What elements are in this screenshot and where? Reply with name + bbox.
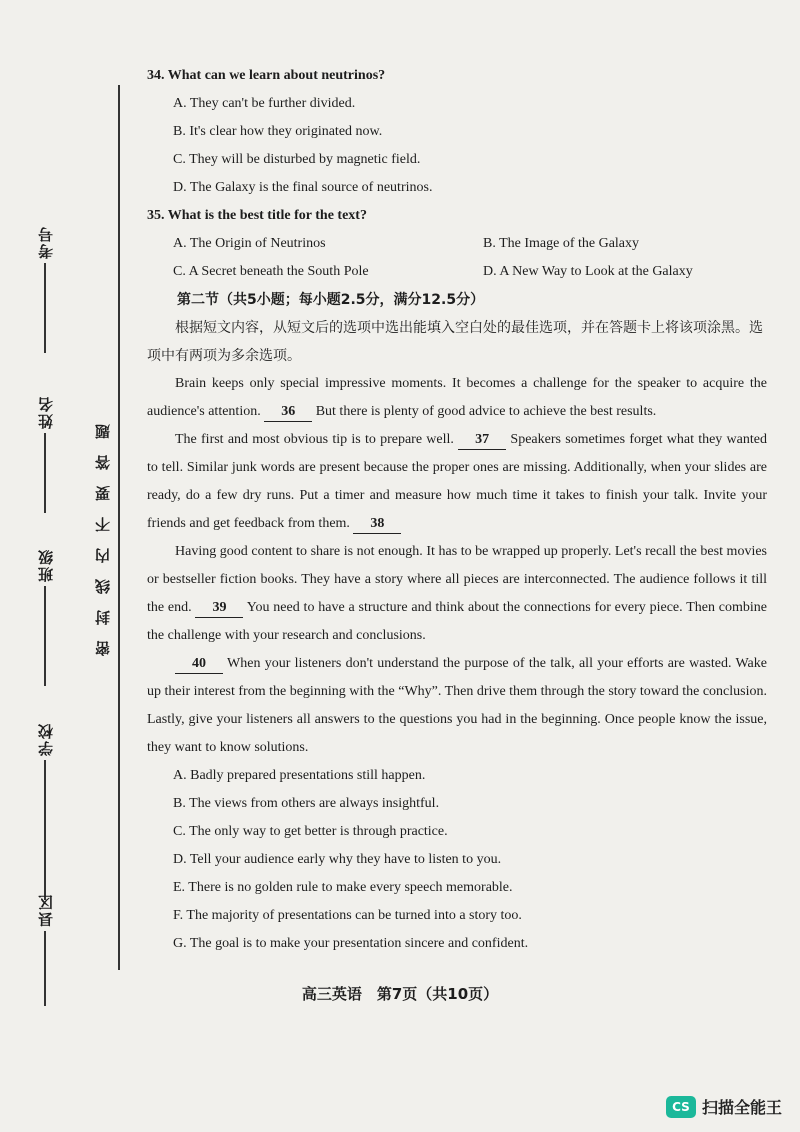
paragraph-2-text-b: Speakers sometimes forget what they wanted to tell. Similar junk words are present because the proper ones are missing. Additionally, when your slides are ready, do a few dry runs. Put a timer and measure how much time it takes to finish your talk. Invite your friends and get feedback from them. xyxy=(147,432,767,531)
paragraph-3-text-a: Having good content to share is not enough. It has to be wrapped up properly. Let's recall the best movies or bestseller fiction books. They have a story where all pieces are interconnected. The audience follows it till the end. xyxy=(147,544,767,615)
blank-39: 39 xyxy=(195,599,243,618)
choice-a: A. Badly prepared presentations still happen. xyxy=(173,768,426,783)
choice-b: B. The views from others are always insightful. xyxy=(173,796,440,811)
question-35-option-a: A. The Origin of Neutrinos xyxy=(173,236,326,251)
class-field xyxy=(32,548,58,686)
question-34-option-a: A. They can't be further divided. xyxy=(173,96,356,111)
blank-40: 40 xyxy=(175,655,223,674)
choice-g: G. The goal is to make your presentation sincere and confident. xyxy=(173,936,529,951)
county-label: 县区 xyxy=(36,893,55,927)
question-35-options-row-1 xyxy=(147,230,767,258)
scanner-watermark xyxy=(666,1095,782,1118)
question-35-option-d: D. A New Way to Look at the Galaxy xyxy=(483,264,693,279)
choice-d: D. Tell your audience early why they have to listen to you. xyxy=(173,852,502,867)
scanner-app-name: 扫描全能王 xyxy=(701,1098,782,1117)
exam-number-label: 考号 xyxy=(36,225,55,259)
choice-e: E. There is no golden rule to make every speech memorable. xyxy=(173,880,513,895)
passage-paragraph-2 xyxy=(147,426,767,538)
question-content xyxy=(147,62,767,958)
cs-logo-icon: CS xyxy=(666,1096,696,1118)
section-title: 第二节（共5小题；每小题2.5分，满分12.5分） xyxy=(177,292,485,308)
paragraph-1-text-a: Brain keeps only special impressive moments. It becomes a challenge for the speaker to acquire the audience's attention. xyxy=(147,376,767,419)
question-34-option-b: B. It's clear how they originated now. xyxy=(173,124,383,139)
school-label: 学校 xyxy=(36,722,55,756)
blank-36: 36 xyxy=(264,403,312,422)
paragraph-1-text-b: But there is plenty of good advice to achieve the best results. xyxy=(315,404,657,419)
question-35-options-row-2 xyxy=(147,258,767,286)
question-34-stem: 34. What can we learn about neutrinos? xyxy=(147,68,386,83)
page-footer: 高三英语 第7页（共10页） xyxy=(301,985,499,1003)
paragraph-4-text: When your listeners don't understand the purpose of the talk, all your efforts are wasted. Wake up their interest from the beginning with the “Why”. Then drive them through the story toward the conclusion. Lastly, give your listeners all answers to the questions you had in the beginning. Once people know the issue, they want to know solutions. xyxy=(147,656,767,755)
school-field xyxy=(32,722,58,900)
exam-number-field xyxy=(32,225,58,353)
blank-37: 37 xyxy=(458,431,506,450)
choice-c: C. The only way to get better is through practice. xyxy=(173,824,448,839)
name-label: 姓名 xyxy=(36,395,55,429)
passage-paragraph-4 xyxy=(147,650,767,762)
exam-number-blank xyxy=(44,263,46,353)
binding-margin xyxy=(0,0,130,1132)
name-blank xyxy=(44,433,46,513)
question-34-option-d: D. The Galaxy is the final source of neutrinos. xyxy=(173,180,433,195)
seal-instruction: 密封线内不要答题 xyxy=(94,408,112,656)
paragraph-3-text-b: You need to have a structure and think about the connections for every piece. Then combine the challenge with your research and conclusions. xyxy=(147,600,767,643)
class-label: 班级 xyxy=(36,548,55,582)
question-35-option-c: C. A Secret beneath the South Pole xyxy=(173,264,369,279)
section-instruction: 根据短文内容，从短文后的选项中选出能填入空白处的最佳选项，并在答题卡上将该项涂黑。选项中有两项为多余选项。 xyxy=(147,320,763,364)
question-35-stem: 35. What is the best title for the text? xyxy=(147,208,367,223)
school-blank xyxy=(44,760,46,900)
name-field xyxy=(32,395,58,513)
question-34-option-c: C. They will be disturbed by magnetic field. xyxy=(173,152,421,167)
choice-f: F. The majority of presentations can be turned into a story too. xyxy=(173,908,522,923)
question-35-option-b: B. The Image of the Galaxy xyxy=(483,236,640,251)
passage-paragraph-3 xyxy=(147,538,767,650)
blank-38: 38 xyxy=(353,515,401,534)
class-blank xyxy=(44,586,46,686)
seal-line xyxy=(118,85,120,970)
paragraph-2-text-a: The first and most obvious tip is to prepare well. xyxy=(175,432,454,447)
passage-paragraph-1 xyxy=(147,370,767,426)
